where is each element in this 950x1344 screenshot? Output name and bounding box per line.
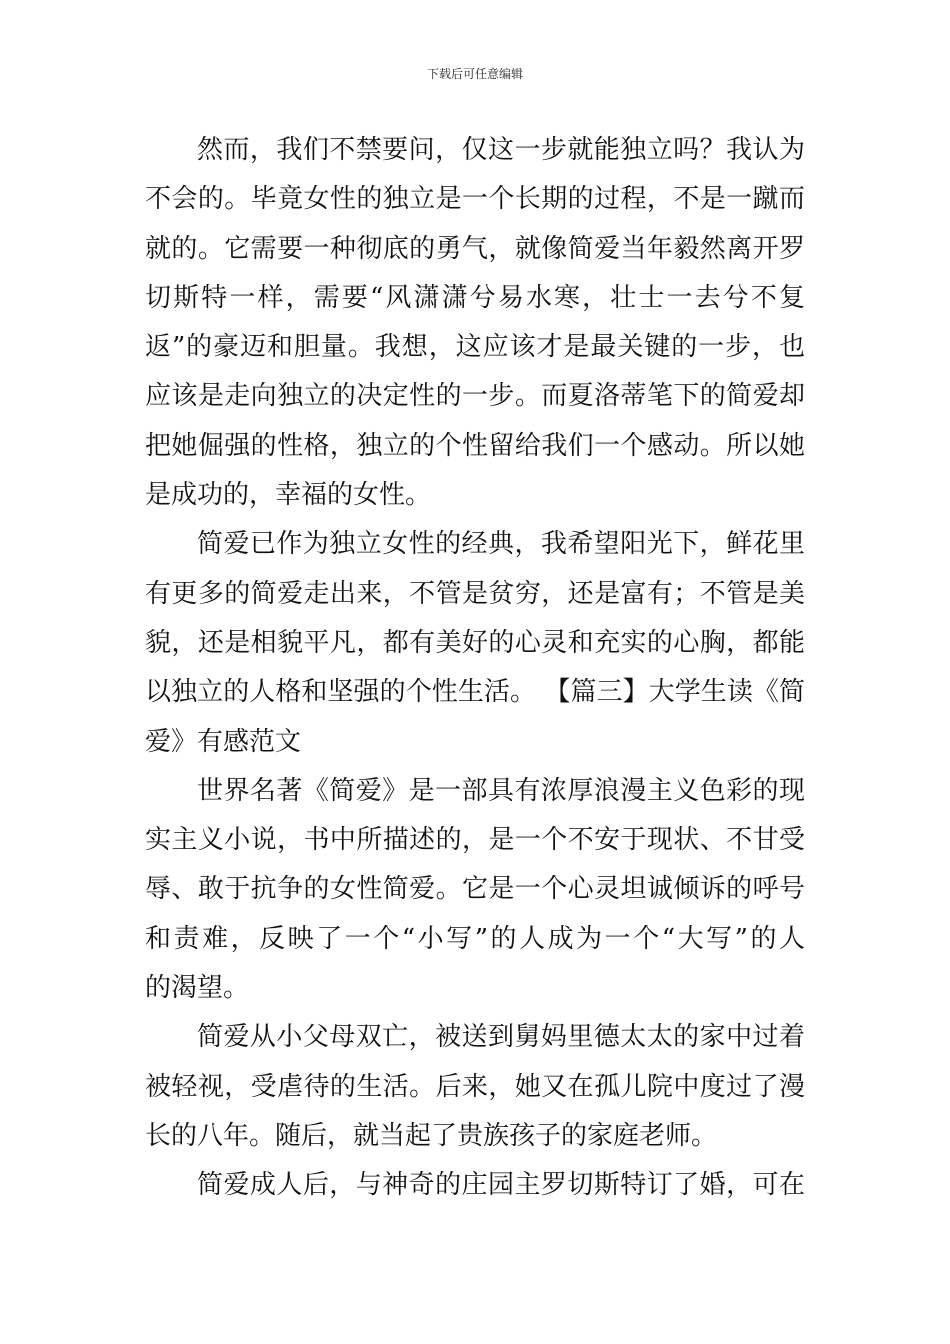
text-line: 就的。它需要一种彻底的勇气，就像简爱当年毅然离开罗 [145, 233, 805, 264]
page-header: 下载后可任意编辑 [426, 67, 523, 81]
text-line: 然而，我们不禁要问，仅这一步就能独立吗？我认为 [197, 135, 805, 165]
text-line: 有更多的简爱走出来，不管是贫穷，还是富有；不管是美 [145, 578, 805, 609]
text-line: 是成功的，幸福的女性。 [145, 480, 432, 511]
text-line: 辱、敢于抗争的女性简爱。它是一个心灵坦诚倾诉的呼号 [145, 874, 805, 905]
text-line: 简爱从小父母双亡，被送到舅妈里德太太的家中过着 [197, 1022, 805, 1053]
text-line: 简爱成人后，与神奇的庄园主罗切斯特订了婚，可在 [197, 1170, 805, 1201]
text-line: 长的八年。随后，就当起了贵族孩子的家庭老师。 [145, 1120, 718, 1151]
text-line: 爱》有感范文 [145, 726, 302, 757]
text-line: 以独立的人格和坚强的个性生活。 【篇三】大学生读《简 [145, 677, 805, 708]
text-line: 世界名著《简爱》是一部具有浓厚浪漫主义色彩的现 [197, 775, 805, 806]
text-line: 应该是走向独立的决定性的一步。而夏洛蒂笔下的简爱却 [145, 381, 805, 412]
text-line: 把她倔强的性格，独立的个性留给我们一个感动。所以她 [145, 430, 805, 461]
text-line: 简爱已作为独立女性的经典，我希望阳光下，鲜花里 [197, 529, 805, 560]
text-line: 切斯特一样，需要“风潇潇兮易水寒，壮士一去兮不复 [145, 282, 805, 313]
text-line: 不会的。毕竟女性的独立是一个长期的过程，不是一蹴而 [145, 184, 805, 215]
document-body [145, 126, 805, 1211]
text-line: 和责难，反映了一个“小写”的人成为一个“大写”的人 [145, 923, 805, 954]
text-line: 貌，还是相貌平凡，都有美好的心灵和充实的心胸，都能 [145, 627, 805, 658]
text-line: 返”的豪迈和胆量。我想，这应该才是最关键的一步，也 [145, 332, 805, 363]
text-line: 的渴望。 [145, 973, 250, 1004]
text-line: 被轻视，受虐待的生活。后来，她又在孤儿院中度过了漫 [145, 1071, 805, 1102]
text-line: 实主义小说，书中所描述的，是一个不安于现状、不甘受 [145, 825, 805, 856]
